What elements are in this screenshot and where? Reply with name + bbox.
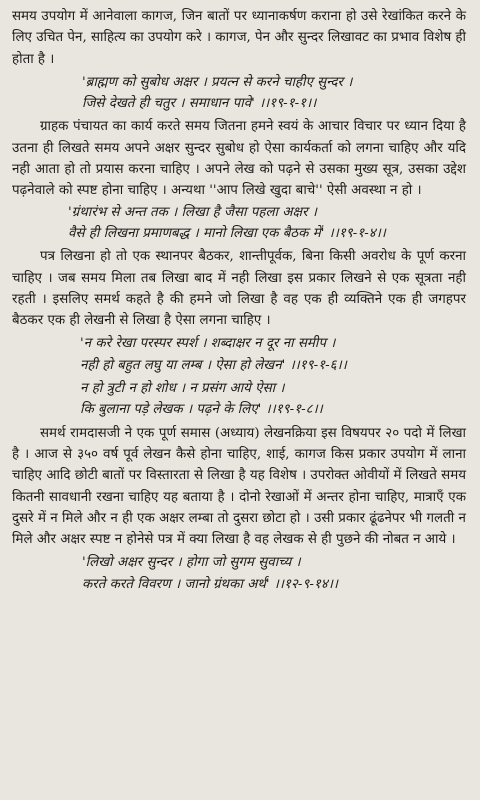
verse-3-line-3: न हो त्रुटी न हो शोध । न प्रसंग आये ऐसा । — [80, 381, 285, 397]
verse-4-line-1: 'लिखो अक्षर सुन्दर । होगा जो सुगम सुवाच्य । — [82, 555, 301, 571]
verse-3-line-2: नही हो बहुत लघु या लम्ब । ऐसा हो लेखन' ।।१९-१-६।। — [80, 357, 347, 373]
verse-3-line-4: कि बुलाना पड़े लेखक । पढ़ने के लिए' ।।१९-१-८।। — [80, 402, 323, 418]
paragraph-4: समर्थ रामदासजी ने एक पूर्ण समास (अध्याय) लेखनक्रिया इस विषयपर २० पदो में लिखा है । आज से ३५० वर्ष पूर्व लेखन कैसे होना चाहिए, शाई, कागज किस प्रकार उपयोग में लाना चाहिए आदि छोटी बातों पर विस्तारता से लिखा है यह विशेष । उपरोक्त ओवीयों में लिखते समय कितनी सावधानी रखना चाहिए यह बताया है । दोनो रेखाओं में अन्तर होना चाहिए, मात्राएँ एक दुसरे में न मिले और न ही एक अक्षर लम्बा तो दुसरा छोटा हो । उसी प्रकार ढूंढनेपर भी गलती न मिले और अक्षर स्पष्ट न होनेसे पत्र में क्या लिखा है वह लेखक से ही पुछने की नोबत न आये । — [12, 425, 466, 548]
paragraph-3: पत्र लिखना हो तो एक स्थानपर बैठकर, शान्तीपूर्वक, बिना किसी अवरोध के पूर्ण करना चाहिए । जब समय मिला तब लिखा बाद में नही लिखा इस प्रकार लिखने से एक सूत्रता नही रहती । इसलिए समर्थ कहते है की हमने जो लिखा है वह एक ही व्यक्तिने एक ही जगहपर बैठकर एक ही लेखनी से लिखा है ऐसा लगना चाहिए । — [12, 249, 466, 329]
verse-4-line-2: करते करते विवरण । जानो ग्रंथका अर्थ' ।।१२-९-१४।। — [82, 576, 338, 592]
verse-2-line-1: 'ग्रंथारंभ से अन्त तक । लिखा है जैसा पहला अक्षर । — [68, 204, 317, 220]
verse-1-line-2: जिसे देखते ही चतुर । समाधान पावे' ।।१९-१-१।। — [82, 96, 317, 112]
verse-1-line-1: 'ब्राह्मण को सुबोध अक्षर । प्रयत्न से करने चाहीए सुन्दर । — [82, 74, 353, 90]
verse-3-line-1: 'न करे रेखा परस्पर स्पर्श । शब्दाक्षर न दूर ना समीप । — [80, 336, 336, 352]
paragraph-1: समय उपयोग में आनेवाला कागज, जिन बातों पर ध्यानाकर्षण कराना हो उसे रेखांकित करने के लिए उचित पेन, साहित्य का उपयोग करे । कागज, पेन और सुन्दर लिखावट का प्रभाव विशेष ही होता है । — [12, 9, 467, 67]
paragraph-2: ग्राहक पंचायत का कार्य करते समय जितना हमने स्वयं के आचार विचार पर ध्यान दिया है उतना ही लिखते समय अपने अक्षर सुन्दर सुबोध हो ऐसा कार्यकर्ता को लगना चाहिए और यदि नही आता हो तो प्रयास करना चाहिए । अपने लेख को पढ़ने से उसका मुख्य सूत्र, उसका उद्देश पढ़नेवाले को स्पष्ट होना चाहिए । अन्यथा ''आप लिखे खुदा बाचे'' ऐसी अवस्था न हो । — [12, 119, 466, 199]
verse-2-line-2: वैसे ही लिखना प्रमाणबद्ध । मानो लिखा एक बैठक में' ।।१९-१-४।। — [68, 225, 386, 241]
